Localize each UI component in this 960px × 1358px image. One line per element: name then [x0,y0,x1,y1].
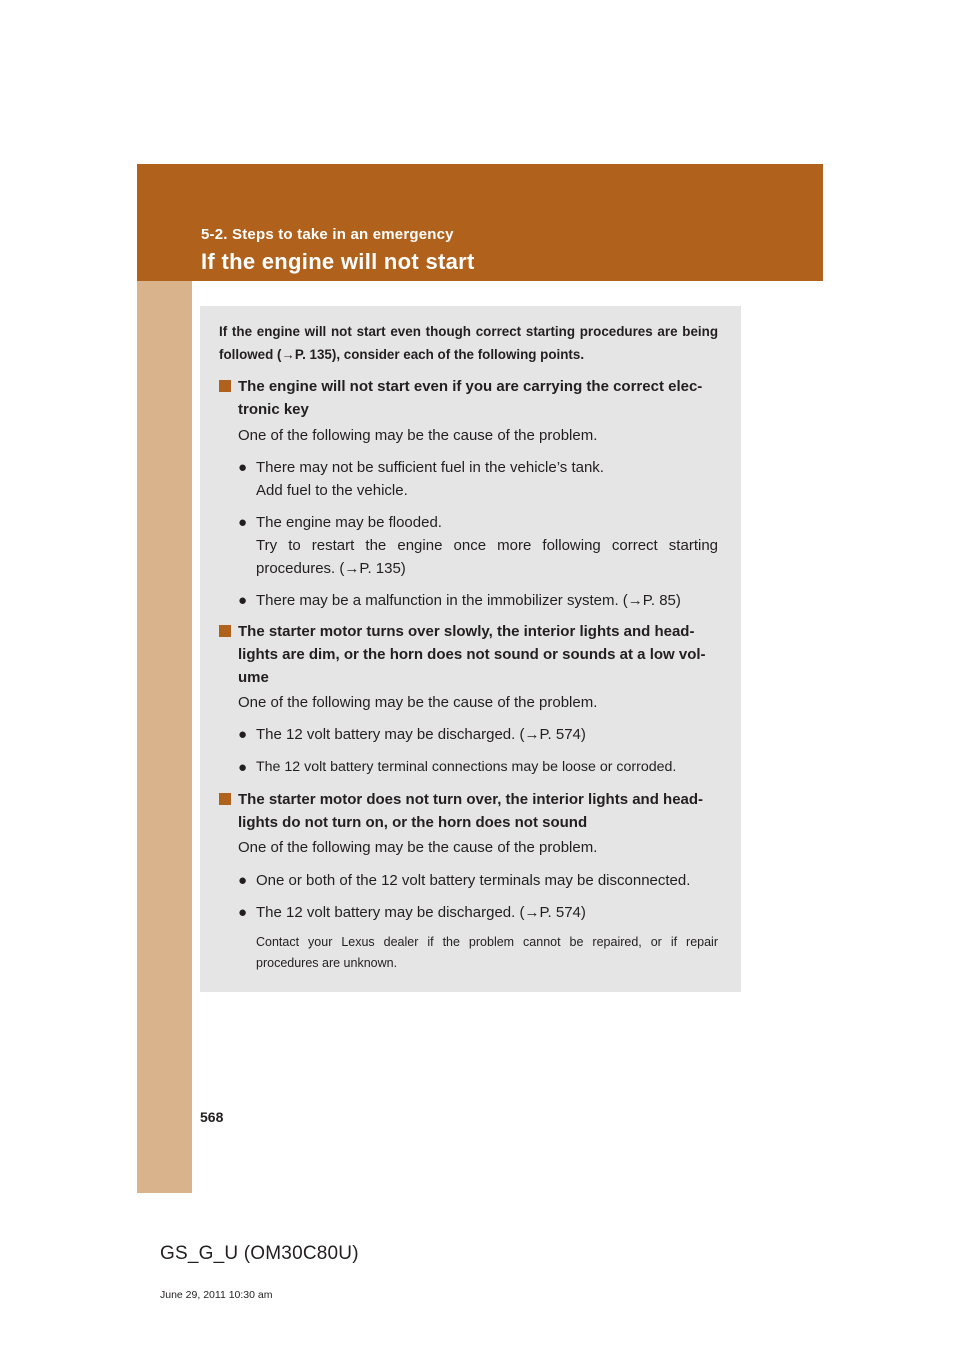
bullet-icon: ● [238,726,248,743]
section-heading-3: The starter motor does not turn over, the interior lights and head-lights do not turn on, or the horn does not sound [219,788,719,834]
bullet-icon: ● [238,904,248,921]
section-label: 5-2. Steps to take in an emergency [201,226,454,243]
section-lead-2: One of the following may be the cause of the problem. [238,694,598,711]
section-lead-1: One of the following may be the cause of the problem. [238,427,598,444]
list-item: ● There may not be sufficient fuel in the vehicle’s tank. Add fuel to the vehicle. [238,456,718,502]
doc-code: GS_G_U (OM30C80U) [160,1243,359,1264]
side-strip [137,281,192,1193]
list-item: ● The 12 volt battery may be discharged. (→P. 574) [238,901,718,924]
section-lead-3: One of the following may be the cause of the problem. [238,839,598,856]
list-item: ● The engine may be flooded. Try to restart the engine once more following correct starting procedures. (→P. 135) [238,511,718,580]
square-marker-icon [219,793,231,805]
bullet-icon: ● [238,459,248,476]
square-marker-icon [219,380,231,392]
bullet-icon: ● [238,592,248,609]
page-number: 568 [200,1109,224,1125]
bullet-icon: ● [238,872,248,889]
list-item: ● There may be a malfunction in the immobilizer system. (→P. 85) [238,589,718,612]
section-heading-1: The engine will not start even if you are carrying the correct elec-tronic key [219,375,719,421]
doc-date: June 29, 2011 10:30 am [160,1289,273,1301]
bullet-icon: ● [238,514,248,531]
square-marker-icon [219,625,231,637]
list-item: ● The 12 volt battery may be discharged. (→P. 574) [238,723,718,746]
list-item: ● The 12 volt battery terminal connections may be loose or corroded. [238,756,718,779]
note-text: Contact your Lexus dealer if the problem cannot be repaired, or if repair procedures are unknown. [256,935,718,970]
list-item: ● One or both of the 12 volt battery terminals may be disconnected. [238,869,718,892]
section-heading-2: The starter motor turns over slowly, the interior lights and head-lights are dim, or the horn does not sound or sounds at a low vol-ume [219,620,719,689]
bullet-icon: ● [238,759,248,776]
intro-text: If the engine will not start even though correct starting procedures are being followed (→P. 135), consider each of the following points. [219,324,718,362]
page-title: If the engine will not start [201,249,475,274]
